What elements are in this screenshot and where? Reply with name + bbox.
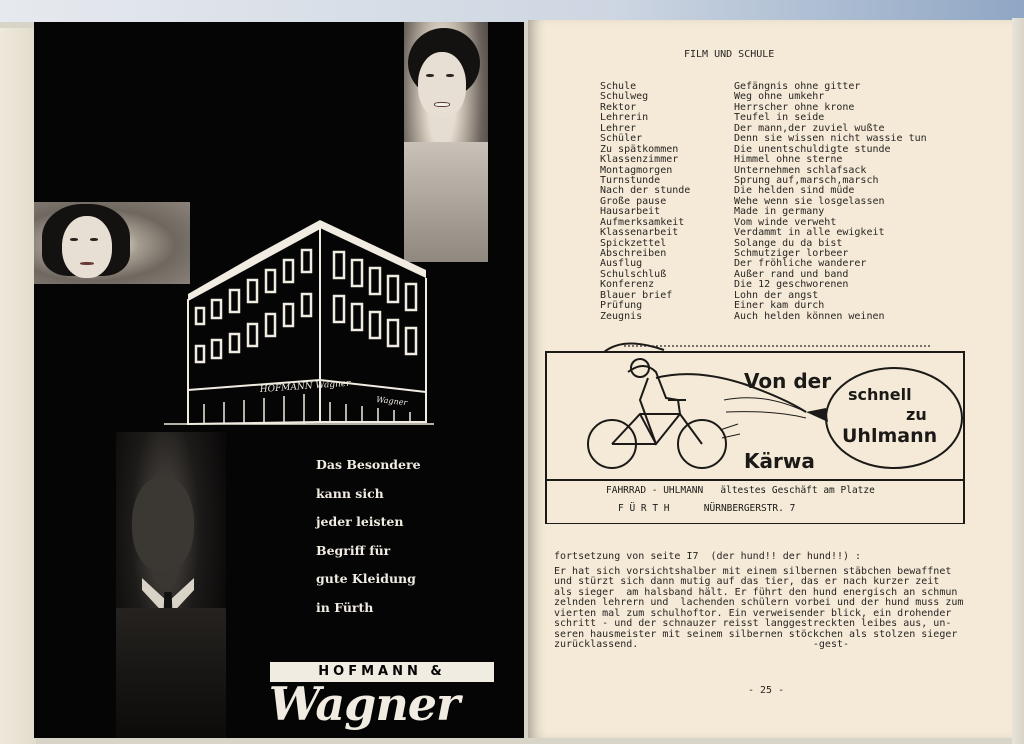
film-title: Gefängnis ohne gitter — [734, 81, 861, 92]
logo-top-text: HOFMANN & — [270, 662, 494, 682]
uhlmann-bicycle-ad — [544, 338, 966, 524]
school-term: Rektor — [600, 101, 637, 113]
slogan-block — [316, 456, 516, 627]
slogan-line: jeder leisten — [316, 514, 404, 529]
paragraph-line: schritt - und der schnauzer reisst langgestreckten leibes aus, un- — [554, 618, 952, 630]
film-title: Verdammt in alle ewigkeit — [734, 227, 885, 239]
film-title: Made in germany — [734, 206, 825, 218]
paragraph-line: zurücklassend. -gest- — [554, 639, 850, 651]
hofmann-wagner-logo — [230, 662, 498, 731]
slogan-line: Begriff für — [316, 542, 391, 558]
school-term: Lehrerin — [600, 112, 649, 124]
film-title: Die helden sind müde — [734, 185, 855, 197]
school-term: Klassenzimmer — [600, 154, 679, 166]
film-title: Lohn der angst — [734, 289, 819, 301]
paragraph-line: als sieger am halsband hält. Er führt den hund energisch an schmun — [554, 586, 958, 598]
school-term: Zeugnis — [600, 310, 643, 322]
slogan-line: gute Kleidung — [316, 571, 416, 586]
ad-caption-address: F Ü R T H NÜRNBERGERSTR. 7 — [618, 503, 796, 514]
ad-text-von-der: Von der — [744, 369, 832, 393]
storefront-sign-left: HOFMANN Wagner — [259, 378, 351, 395]
school-term: Schulschluß — [600, 268, 667, 280]
film-title: Der fröhliche wanderer — [734, 258, 867, 270]
film-title: Die unentschuldigte stunde — [734, 143, 891, 155]
school-term: Abschreiben — [600, 248, 667, 259]
school-term: Blauer brief — [600, 289, 673, 301]
paragraph-line: Er hat sich vorsichtshalber mit einem silbernen stäbchen bewaffnet — [554, 566, 952, 577]
film-title: Teufel in seide — [734, 112, 825, 124]
story-paragraph — [554, 567, 963, 651]
film-title: Wehe wenn sie losgelassen — [734, 195, 885, 207]
paragraph-line: und stürzt sich dann mutig auf das tier, das er nach kurzer zeit — [554, 576, 940, 588]
film-title: Auch helden können weinen — [734, 310, 885, 322]
ad-text-schnell: schnell — [848, 385, 912, 404]
film-titles-column — [734, 82, 927, 322]
paragraph-line: seren hausmeister mit seinem silbernen stöckchen als stolzen sieger — [554, 628, 958, 640]
film-title: Die 12 geschworenen — [734, 279, 849, 291]
school-term: Lehrer — [600, 122, 637, 134]
background-strip — [0, 0, 1024, 22]
film-title: Himmel ohne sterne — [734, 154, 843, 166]
slogan-line: kann sich — [316, 485, 384, 501]
paragraph-line: vierten mal zum schulhoftor. Ein verweisender blick, ein drohender — [554, 607, 952, 619]
storefront-sign-right: Wagner — [375, 395, 408, 408]
school-term: Turnstunde — [600, 174, 661, 186]
photo-man-in-suit — [116, 432, 226, 738]
film-title: Der mann,der zuviel wußte — [734, 122, 885, 134]
ad-text-kaerwa: Kärwa — [744, 449, 815, 473]
ad-caption-shop: FAHRRAD - UHLMANN ältestes Geschäft am Platze — [606, 485, 875, 496]
page-heading: FILM UND SCHULE — [684, 49, 775, 60]
left-page-edge — [0, 28, 36, 744]
school-term: Konferenz — [600, 279, 655, 291]
logo-wordmark: Wagner — [268, 677, 460, 731]
film-title: Herrscher ohne krone — [734, 101, 855, 113]
slogan-line: in Fürth — [316, 599, 374, 615]
page-number: - 25 - — [748, 685, 785, 696]
school-term: Spickzettel — [600, 237, 667, 249]
school-term: Schüler — [600, 133, 643, 145]
film-title: Unternehmen schlafsack — [734, 164, 867, 176]
building-illustration — [144, 212, 434, 442]
school-term: Ausflug — [600, 258, 643, 270]
school-term: Nach der stunde — [600, 185, 691, 197]
ad-text-uhlmann: Uhlmann — [842, 425, 938, 447]
school-term: Schule — [600, 81, 637, 92]
school-term: Schulweg — [600, 91, 649, 103]
film-title: Einer kam durch — [734, 300, 825, 312]
film-title: Vom winde verweht — [734, 216, 837, 228]
left-page-advertisement — [34, 22, 524, 738]
right-page-text — [528, 20, 1012, 738]
school-term: Große pause — [600, 195, 667, 207]
right-page-edge — [1012, 18, 1024, 744]
school-term: Zu spätkommen — [600, 143, 679, 155]
school-term: Aufmerksamkeit — [600, 216, 685, 228]
school-term: Prüfung — [600, 300, 643, 312]
film-title: Weg ohne umkehr — [734, 91, 825, 103]
school-term: Hausarbeit — [600, 206, 661, 218]
school-terms-column — [600, 82, 690, 322]
slogan-line: Das Besondere — [316, 457, 421, 472]
film-title: Solange du da bist — [734, 237, 843, 249]
ad-text-zu: zu — [906, 405, 927, 424]
school-term: Klassenarbeit — [600, 227, 679, 239]
film-title: Außer rand und band — [734, 268, 849, 280]
film-title: Denn sie wissen nicht wassie tun — [734, 133, 927, 145]
continuation-note: fortsetzung von seite I7 (der hund!! der hund!!) : — [554, 551, 862, 562]
paragraph-line: zelnden lehrern und lachenden schülern vorbei und der hund muss zum — [554, 597, 964, 609]
film-title: Sprung auf,marsch,marsch — [734, 174, 879, 186]
film-title: Schmutziger lorbeer — [734, 248, 849, 259]
school-term: Montagmorgen — [600, 164, 673, 176]
